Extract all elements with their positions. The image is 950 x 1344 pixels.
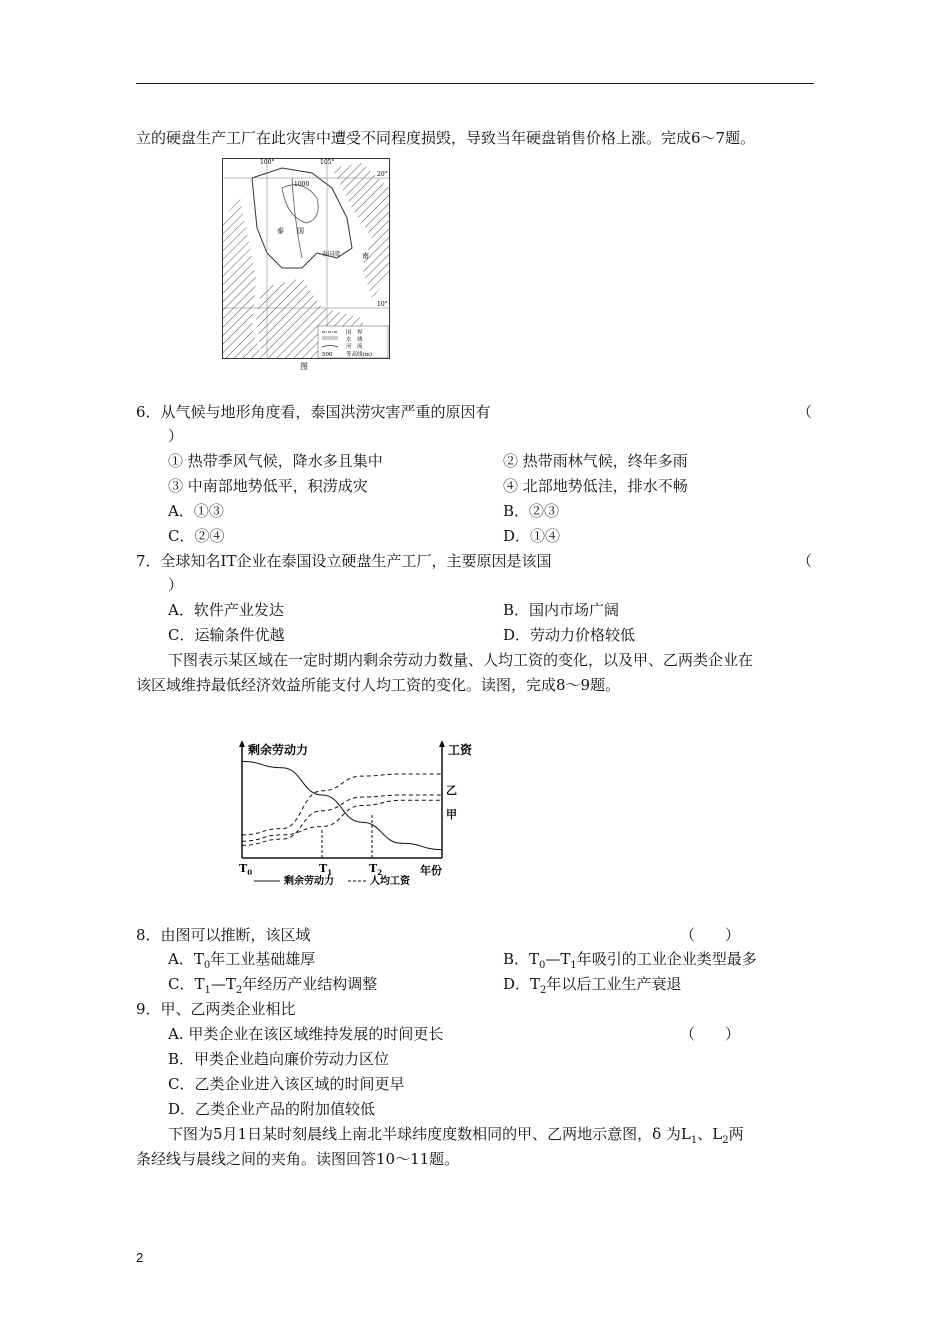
q8-option-d-prefix: D．T bbox=[503, 975, 541, 993]
legend-contour-label: 等高线(m) bbox=[346, 352, 373, 358]
q8-option-b-text: 年吸引的工业企业类型最多 bbox=[576, 950, 757, 968]
q8-option-b-mid: —T bbox=[545, 950, 571, 968]
intro-line: 立的硬盘生产工厂在此灾害中遭受不同程度损毁，导致当年硬盘销售价格上涨。完成6～7题。 bbox=[136, 129, 756, 147]
q9-option-b[interactable]: B．甲类企业趋向廉价劳动力区位 bbox=[168, 1050, 390, 1068]
legend-water-label: 水 域 bbox=[346, 337, 363, 343]
lat-label-20: 20° bbox=[377, 171, 388, 178]
legend-label-wage: 人均工资 bbox=[370, 876, 410, 887]
passage3-sub-2: 2 bbox=[722, 1135, 729, 1146]
x-axis-label: 年份 bbox=[420, 864, 442, 877]
q8-option-c-prefix: C．T bbox=[168, 975, 205, 993]
header-rule bbox=[136, 83, 814, 84]
q7-option-b[interactable]: B．国内市场广阔 bbox=[503, 601, 620, 619]
lon-label-100: 100° bbox=[260, 159, 275, 166]
left-axis-label: 剩余劳动力 bbox=[248, 743, 309, 757]
q7-option-d[interactable]: D．劳动力价格较低 bbox=[503, 626, 636, 644]
q7-stem: 7．全球知名IT企业在泰国设立硬盘生产工厂，主要原因是该国 bbox=[136, 552, 552, 570]
q8-option-b-prefix: B．T bbox=[503, 950, 540, 968]
lon-label-105: 105° bbox=[320, 159, 335, 166]
x-tick-label-0: $T_0$ bbox=[239, 862, 253, 877]
q6-option-c[interactable]: C．②④ bbox=[168, 527, 225, 545]
passage3-line1 bbox=[168, 1124, 744, 1151]
region-label-south: 南 bbox=[362, 252, 369, 260]
q9-option-d[interactable]: D．乙类企业产品的附加值较低 bbox=[168, 1100, 376, 1118]
q9-option-a[interactable]: A. 甲类企业在该区域维持发展的时间更长 bbox=[168, 1025, 444, 1043]
passage3-line1-c: 两 bbox=[728, 1125, 744, 1143]
q8-option-c-sub2: 2 bbox=[235, 985, 243, 996]
q8-option-c-mid: —T bbox=[210, 975, 236, 993]
q9-stem: 9．甲、乙两类企业相比 bbox=[136, 1000, 296, 1018]
right-label-jia: 甲 bbox=[446, 808, 457, 821]
passage2-line1: 下图表示某区域在一定时期内剩余劳动力数量、人均工资的变化，以及甲、乙两类企业在 bbox=[168, 651, 754, 669]
series-line-3 bbox=[242, 800, 442, 841]
q6-option-b[interactable]: B．②③ bbox=[503, 502, 560, 520]
q6-statement-3: ③ 中南部地势低平，积涝成灾 bbox=[168, 477, 368, 495]
q8-option-b[interactable] bbox=[503, 949, 757, 976]
q6-stem: 6．从气候与地形角度看，泰国洪涝灾害严重的原因有 bbox=[136, 403, 491, 421]
right-axis-label: 工资 bbox=[448, 743, 473, 757]
q8-option-d-sub: 2 bbox=[540, 985, 547, 996]
q8-option-c[interactable] bbox=[168, 974, 377, 1001]
q9-option-c[interactable]: C．乙类企业进入该区域的时间更早 bbox=[168, 1075, 405, 1093]
q8-option-c-sub1: 1 bbox=[204, 985, 211, 996]
series-line-0 bbox=[242, 761, 442, 849]
passage3-sub-1: 1 bbox=[690, 1135, 698, 1146]
legend-river-label: 河 流 bbox=[346, 344, 363, 350]
passage3-line1-b: 、L bbox=[697, 1125, 723, 1143]
q6-paren-open: （ bbox=[797, 403, 813, 421]
labor-wage-chart bbox=[232, 738, 482, 888]
q6-statement-4: ④ 北部地势低洼，排水不畅 bbox=[503, 477, 688, 495]
q7-paren-open: （ bbox=[797, 552, 813, 570]
q8-option-c-text: 年经历产业结构调整 bbox=[242, 975, 378, 993]
q8-option-b-sub2: 1 bbox=[570, 960, 577, 971]
q8-option-a-prefix: A．T bbox=[168, 950, 204, 968]
passage3-line1-a: 下图为5月1日某时刻晨线上南北半球纬度度数相同的甲、乙两地示意图，δ 为L bbox=[168, 1125, 691, 1143]
q7-option-a[interactable]: A．软件产业发达 bbox=[168, 601, 284, 619]
right-label-yi: 乙 bbox=[446, 784, 457, 797]
q8-option-a-sub: 0 bbox=[203, 960, 211, 971]
q8-stem: 8．由图可以推断，该区域 bbox=[136, 926, 311, 944]
q8-option-a-text: 年工业基础雄厚 bbox=[210, 950, 316, 968]
series-line-1 bbox=[242, 795, 442, 845]
q8-option-b-sub1: 0 bbox=[539, 960, 546, 971]
x-tick-label-1: $T_1$ bbox=[319, 862, 333, 877]
q9-paren: （ ） bbox=[680, 1025, 741, 1043]
q8-option-d-text: 年以后工业生产衰退 bbox=[546, 975, 682, 993]
legend-label-labor: 剩余劳动力 bbox=[284, 876, 334, 887]
right-axis-arrow-icon bbox=[439, 740, 445, 747]
q7-option-c[interactable]: C．运输条件优越 bbox=[168, 626, 285, 644]
q6-statement-2: ② 热带雨林气候，终年多雨 bbox=[503, 452, 688, 470]
q6-statement-1: ① 热带季风气候，降水多且集中 bbox=[168, 452, 383, 470]
contour-label: 1000 bbox=[294, 181, 310, 188]
page-number: 2 bbox=[136, 1250, 144, 1265]
q6-paren-close: ） bbox=[168, 427, 184, 445]
q8-option-a[interactable] bbox=[168, 949, 315, 976]
q6-option-a[interactable]: A．①③ bbox=[168, 502, 224, 520]
q8-paren: （ ） bbox=[680, 926, 741, 944]
water-icon bbox=[322, 336, 338, 340]
passage3-line2: 条经线与晨线之间的夹角。读图回答10～11题。 bbox=[136, 1150, 460, 1168]
contour-icon: 500 bbox=[322, 352, 333, 358]
passage2-line2: 该区域维持最低经济效益所能支付人均工资的变化。读图，完成8～9题。 bbox=[136, 676, 621, 694]
thailand-map-figure bbox=[222, 158, 390, 370]
q6-option-d[interactable]: D．①④ bbox=[503, 527, 561, 545]
q8-option-d[interactable] bbox=[503, 974, 681, 1001]
q7-paren-close: ） bbox=[168, 576, 184, 594]
left-axis-arrow-icon bbox=[239, 740, 245, 747]
lat-label-10: 10° bbox=[377, 301, 388, 308]
legend-border-label: 国 界 bbox=[346, 330, 363, 336]
region-label-tai: 泰 bbox=[277, 227, 284, 235]
map-caption: 图 bbox=[300, 362, 308, 370]
x-tick-label-2: $T_2$ bbox=[369, 862, 383, 877]
region-label-gulf: 泰国湾 bbox=[322, 251, 341, 258]
region-label-guo: 国 bbox=[297, 227, 304, 235]
